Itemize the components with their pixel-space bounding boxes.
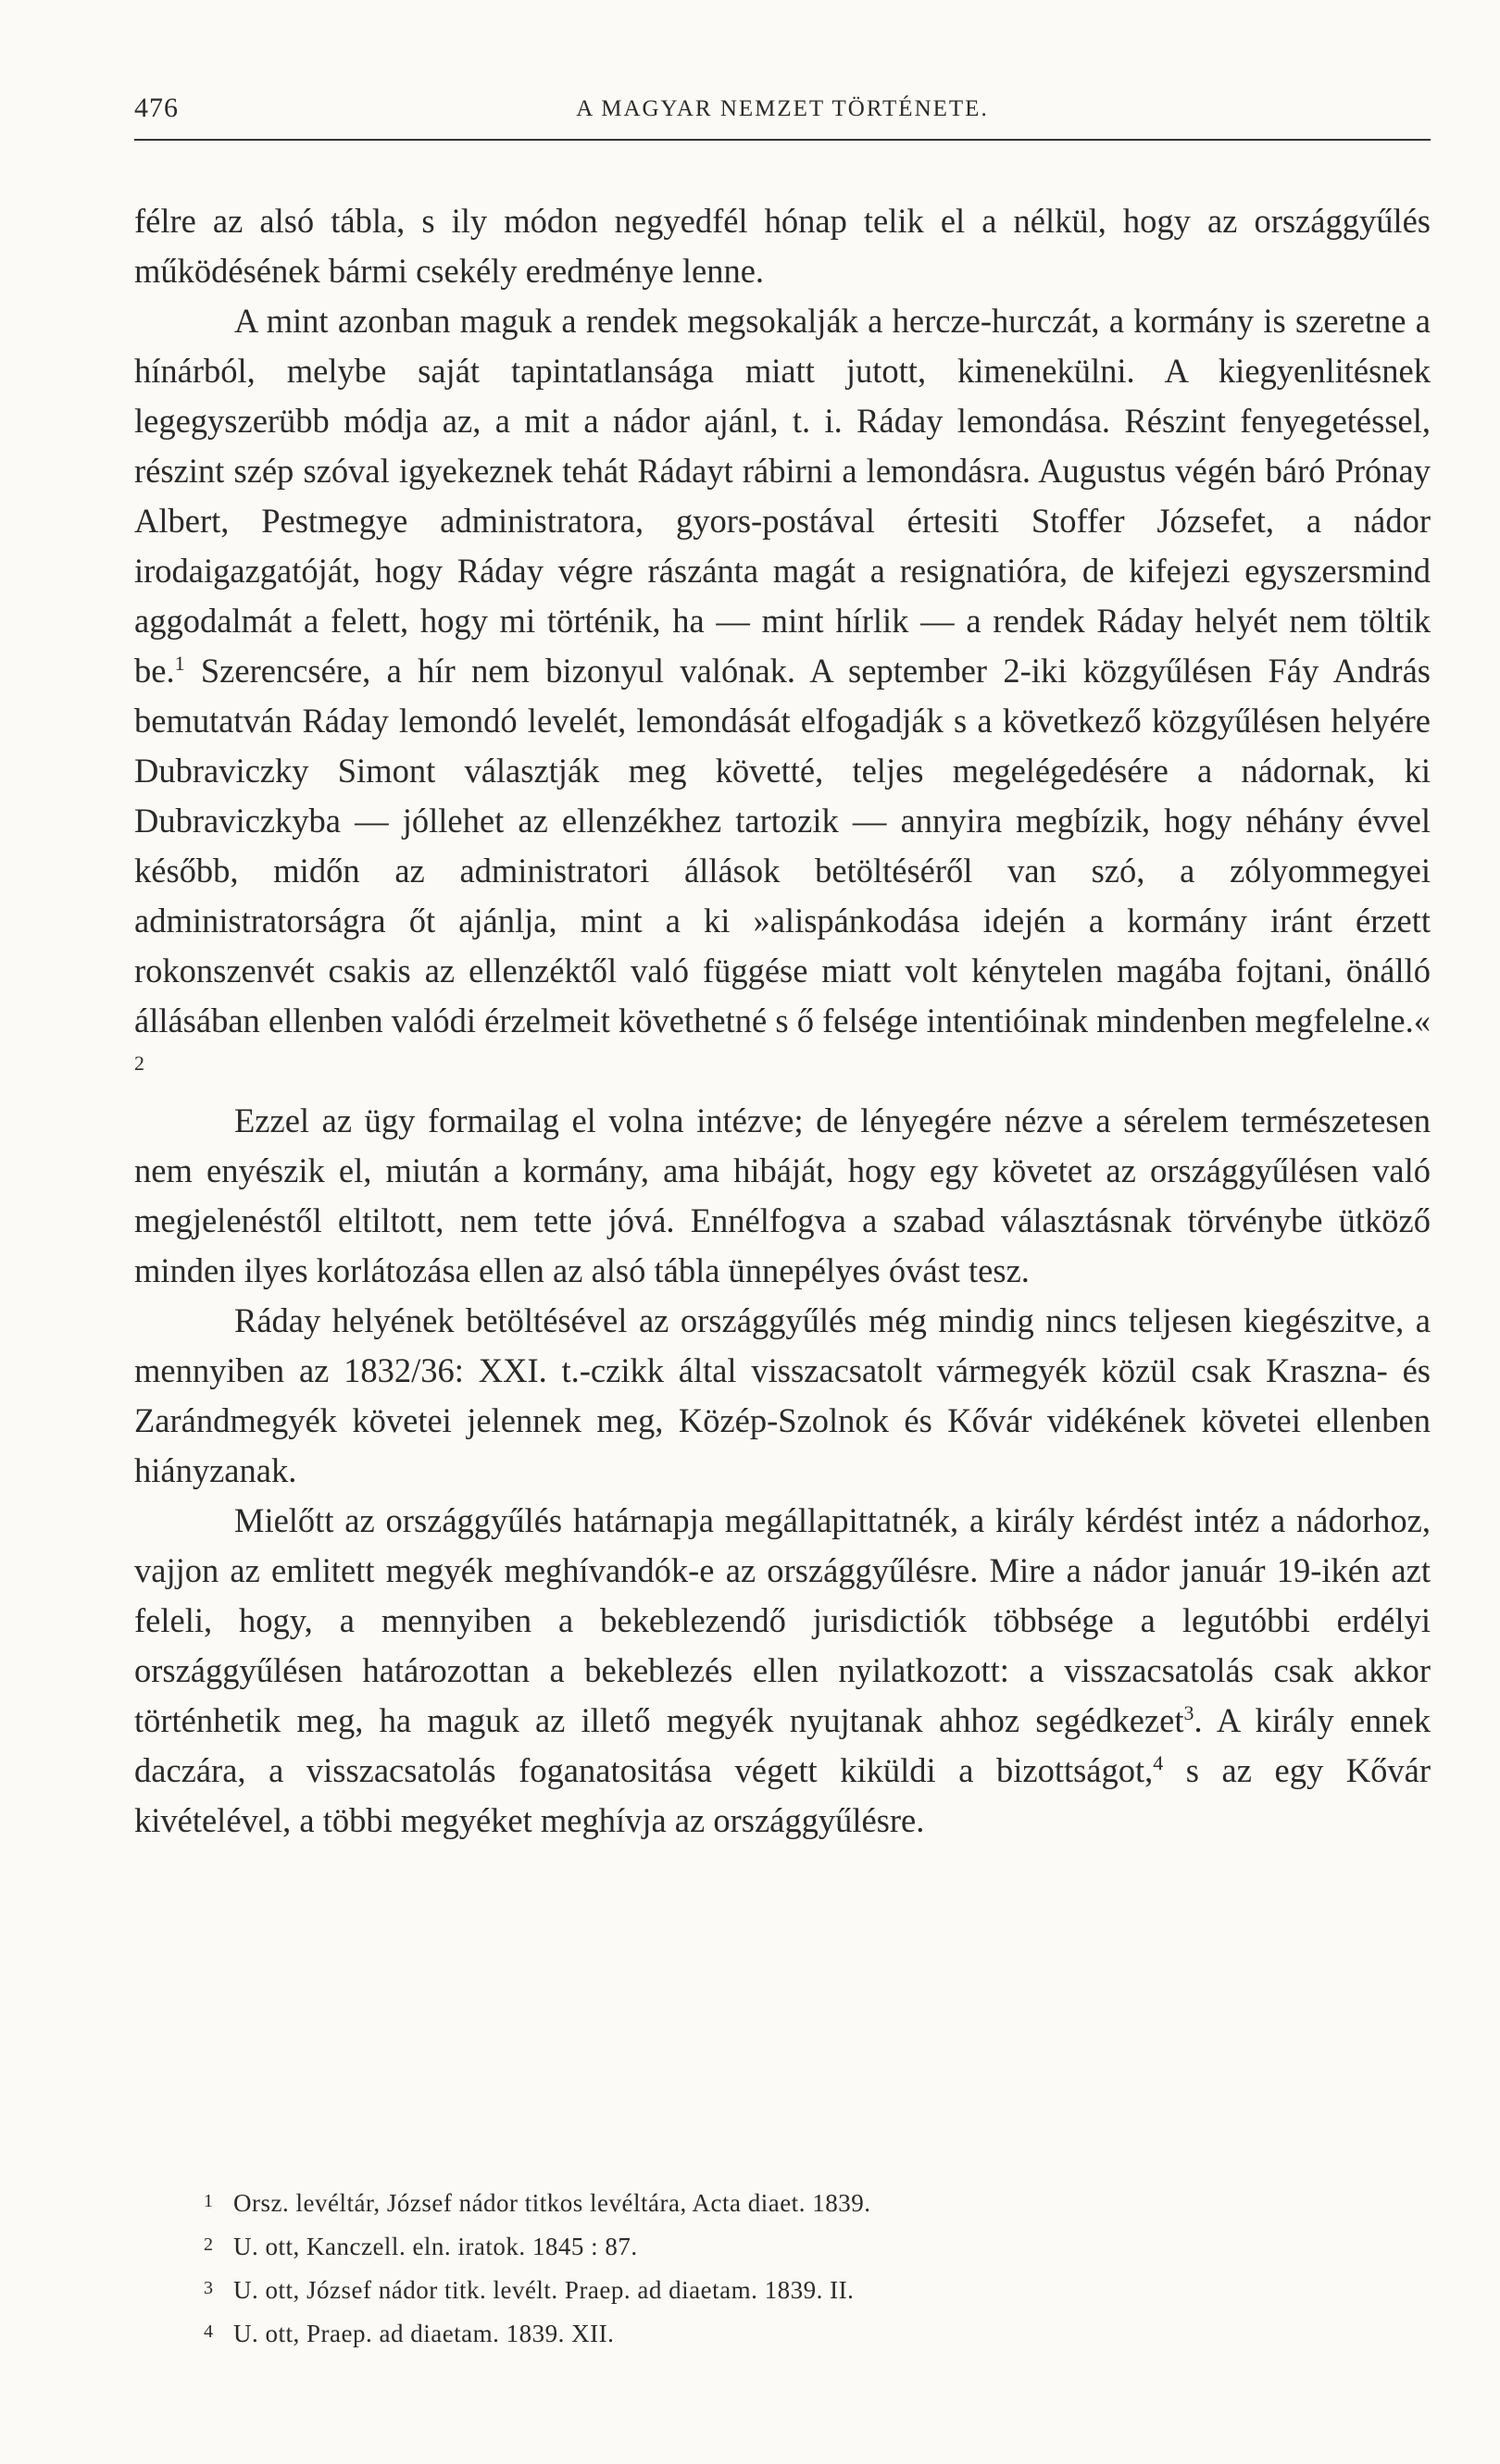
footnote-ref[interactable]: 2 — [134, 1051, 144, 1075]
paragraph: Mielőtt az országgyűlés határnapja megállapittatnék, a király kérdést intéz a nádorhoz, vajjon az emlitett megyék meghívandók-e az országgyűlésre. Mire a nádor január 19-ikén azt feleli, hogy, a mennyiben a bekeblezendő jurisdictiók többsége a legutóbbi erdélyi országgyűlésen határozottan a bekeblezés ellen nyilatkozott: a visszacsatolás csak akkor történhetik meg, ha maguk az illető megyék nyujtanak ahhoz segédkezet$^3$. A király ennek daczára, a visszacsatolás foganatositása végett kiküldi a bizottságot,$^4$ s az egy Kővár kivételével, a többi megyéket meghívja az országgyűlésre. — [134, 1501, 1431, 1839]
paragraph: A mint azonban maguk a rendek megsokalják a hercze-hurczát, a kormány is szeretne a hínárból, melybe saját tapintatlansága miatt jutott, kimenekülni. A kiegyenlitésnek legegyszerübb módja az, a mit a nádor ajánl, t. i. Ráday lemondása. Részint fenyegetéssel, részint szép szóval igyekeznek tehát Rádayt rábirni a lemondásra. Augustus végén báró Prónay Albert, Pestmegye administratora, gyors-postával értesiti Stoffer Józsefet, a nádor irodaigazgatóját, hogy Ráday végre rászánta magát a resignatióra, de kifejezi egyszersmind aggodalmát a felett, hogy mi történik, ha — mint hírlik — a rendek Ráday helyét nem töltik be.$^1$ Szerencsére, a hír nem bizonyul valónak. A september 2-iki közgyűlésen Fáy András bemutatván Ráday lemondó levelét, lemondását elfogadják s a következő közgyűlésen helyére Dubraviczky Simont választják meg követté, teljes megelégedésére a nádornak, ki Dubraviczkyba — jóllehet az ellenzékhez tartozik — annyira megbízik, hogy néhány évvel később, midőn az administratori állások betöltéséről van szó, a zólyommegyei administratorságra őt ajánlja, mint a ki »alispánkodása idején a kormány iránt érzett rokonszenvét csakis az ellenzéktől való függése miatt volt kénytelen magába fojtani, önálló állásában ellenben valódi érzelmeit követhetné s ő felsége intentióinak mindenben megfelelne.« $^2$ — [134, 302, 1431, 1075]
footnote-1: 1 Orsz. levéltár, József nádor titkos levéltára, Acta diaet. 1839. — [204, 2189, 871, 2217]
paragraph: Ezzel az ügy formailag el volna intézve; de lényegére nézve a sérelem természetesen nem enyészik el, miután a kormány, ama hibáját, hogy egy követet az országgyűlésen való megjelenéstől eltiltott, nem tette jóvá. Ennélfogva a szabad választásnak törvénybe ütköző minden ilyes korlátozása ellen az alsó tábla ünnepélyes óvást tesz. — [134, 1101, 1431, 1289]
footnote-ref[interactable]: 3 — [1183, 1700, 1194, 1724]
footnote-ref[interactable]: 1 — [174, 651, 185, 675]
footnote-4: 4 U. ott, Praep. ad diaetam. 1839. XII. — [204, 2320, 615, 2347]
body-text — [134, 196, 1431, 1846]
footnotes — [204, 2181, 1407, 2355]
paragraph: Ráday helyének betöltésével az országgyűlés még mindig nincs teljesen kiegészitve, a mennyiben az 1832/36: XXI. t.-czikk által visszacsatolt vármegyék közül csak Kraszna- és Zarándmegyék követei jelennek meg, Közép-Szolnok és Kővár vidékének követei ellenben hiányzanak. — [134, 1301, 1431, 1489]
footnote-ref[interactable]: 4 — [1153, 1750, 1164, 1774]
page-number: 476 — [134, 93, 179, 123]
page-header — [134, 93, 1431, 130]
footnote-2: 2 U. ott, Kanczell. eln. iratok. 1845 : 87. — [204, 2233, 638, 2260]
paragraph: félre az alsó tábla, s ily módon negyedfél hónap telik el a nélkül, hogy az országgyűlés működésének bármi csekély eredménye lenne. — [134, 202, 1431, 290]
footnote-3: 3 U. ott, József nádor titk. levélt. Praep. ad diaetam. 1839. II. — [204, 2276, 855, 2304]
running-title: A MAGYAR NEMZET TÖRTÉNETE. — [576, 96, 989, 121]
header-rule — [134, 139, 1431, 141]
